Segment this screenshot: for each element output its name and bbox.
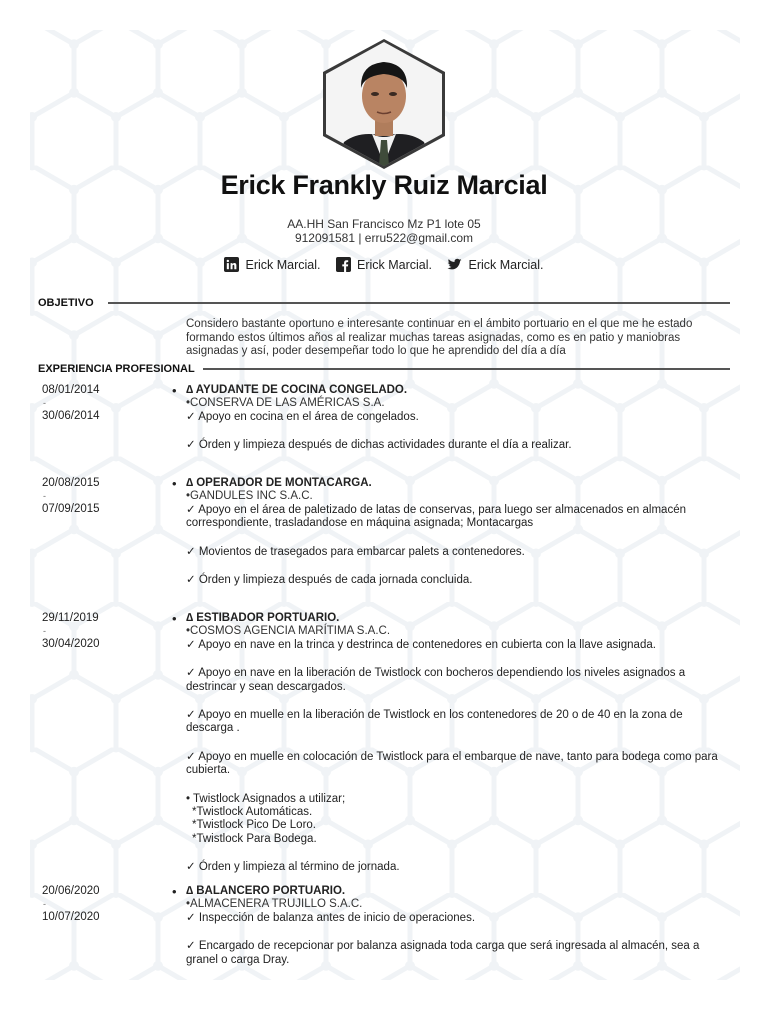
job-start-date: 08/01/2014 xyxy=(42,384,100,396)
facebook-link[interactable] xyxy=(336,257,432,272)
section-divider xyxy=(203,368,730,370)
job-task: ✓ Apoyo en nave en la trinca y destrinca de contenedores en cubierta con la llave asignada. xyxy=(186,638,656,651)
experience-heading: EXPERIENCIA PROFESIONAL xyxy=(38,363,195,375)
section-divider xyxy=(108,302,730,304)
candidate-name: Erick Frankly Ruiz Marcial xyxy=(220,170,548,200)
job-task: ✓ Apoyo en cocina en el área de congelados. xyxy=(186,410,419,423)
job-bullet: • xyxy=(172,476,177,491)
job-company: •GANDULES INC S.A.C. xyxy=(186,490,313,503)
facebook-label: Erick Marcial. xyxy=(356,257,432,272)
job-end-date: 10/07/2020 xyxy=(42,911,100,923)
job-start-date: 20/08/2015 xyxy=(42,477,100,489)
job-title: ∆ BALANCERO PORTUARIO. xyxy=(186,885,346,897)
job-bullet: • xyxy=(172,611,177,626)
job-company: •ALMACENERA TRUJILLO S.A.C. xyxy=(186,898,363,911)
job-task: ✓ Encargado de recepcionar por balanza asignada toda carga que será ingresada al almacén, sea a granel o carga Dray. xyxy=(186,940,700,966)
job-task: ✓ Órden y limpieza al término de jornada. xyxy=(186,861,400,874)
job-dates xyxy=(42,477,100,516)
date-separator: - xyxy=(43,398,46,408)
experience-section-header xyxy=(38,363,730,375)
social-links xyxy=(0,257,768,275)
job-task: ✓ Apoyo en muelle en colocación de Twistlock para el embarque de nave, tanto para bodega como para cubierta. xyxy=(186,750,718,777)
job-task: ✓ Inspección de balanza antes de inicio de operaciones. xyxy=(186,911,476,924)
job-entry xyxy=(186,885,730,967)
job-company: •COSMOS AGENCIA MARÍTIMA S.A.C. xyxy=(186,625,391,638)
job-task: ✓ Apoyo en el área de paletizado de latas de conservas, para luego ser almacenados en almacén correspondiente, trasladandose en máquina asignada; Montacargas xyxy=(186,503,686,530)
twistlock-heading: • Twistlock Asignados a utilizar; xyxy=(186,792,346,805)
date-separator: - xyxy=(43,491,46,501)
objective-text: Considero bastante oportuno e interesante continuar en el ámbito portuario en el que me he estado formando estos últimos años al realizar muchas tareas asignadas, como es en patio y maniobras asignadas y así, poder desempeñar todo lo que he aprendido del día a día xyxy=(186,318,693,357)
job-entry xyxy=(186,477,730,587)
job-dates xyxy=(42,612,100,651)
job-end-date: 30/06/2014 xyxy=(42,410,100,422)
job-title: ∆ ESTIBADOR PORTUARIO. xyxy=(186,612,340,624)
job-bullet: • xyxy=(172,884,177,899)
date-separator: - xyxy=(43,899,46,909)
job-title: ∆ AYUDANTE DE COCINA CONGELADO. xyxy=(186,384,408,396)
facebook-icon xyxy=(336,257,351,272)
job-entry xyxy=(186,384,730,453)
twistlock-item: *Twistlock Para Bodega. xyxy=(192,832,317,845)
job-dates xyxy=(42,384,100,423)
objective-section-header xyxy=(38,297,730,309)
date-separator: - xyxy=(43,626,46,636)
job-entry xyxy=(186,612,730,875)
linkedin-label: Erick Marcial. xyxy=(245,257,321,272)
linkedin-icon xyxy=(224,257,239,272)
job-task: ✓ Órden y limpieza después de dichas actividades durante el día a realizar. xyxy=(186,439,572,452)
job-end-date: 30/04/2020 xyxy=(42,638,100,650)
job-task: ✓ Apoyo en nave en la liberación de Twistlock con bocheros dependiendo los niveles asignados a destrincar y sean descargados. xyxy=(186,667,686,693)
twistlock-item: *Twistlock Automáticas. xyxy=(192,806,313,819)
twitter-icon xyxy=(447,257,462,272)
twitter-label: Erick Marcial. xyxy=(468,257,544,272)
job-company: •CONSERVA DE LAS AMÉRICAS S.A. xyxy=(186,397,385,410)
objective-heading: OBJETIVO xyxy=(38,297,94,309)
job-bullet: • xyxy=(172,383,177,398)
job-dates xyxy=(42,885,100,924)
job-start-date: 29/11/2019 xyxy=(42,612,99,624)
job-task: ✓ Órden y limpieza después de cada jornada concluida. xyxy=(186,574,473,587)
profile-photo xyxy=(320,38,448,170)
job-title: ∆ OPERADOR DE MONTACARGA. xyxy=(186,477,372,489)
job-end-date: 07/09/2015 xyxy=(42,503,100,515)
job-task: ✓ Movientos de trasegados para embarcar palets a contenedores. xyxy=(186,545,525,558)
job-start-date: 20/06/2020 xyxy=(42,885,100,897)
job-task: ✓ Apoyo en muelle en la liberación de Twistlock en los contenedores de 20 o de 40 en la zona de descarga . xyxy=(186,709,683,735)
address: AA.HH San Francisco Mz P1 lote 05 xyxy=(287,217,481,231)
linkedin-link[interactable] xyxy=(224,257,320,272)
contact-info: 912091581 | erru522@gmail.com xyxy=(294,231,474,245)
twistlock-item: *Twistlock Pico De Loro. xyxy=(192,819,316,832)
twitter-link[interactable] xyxy=(447,257,543,272)
